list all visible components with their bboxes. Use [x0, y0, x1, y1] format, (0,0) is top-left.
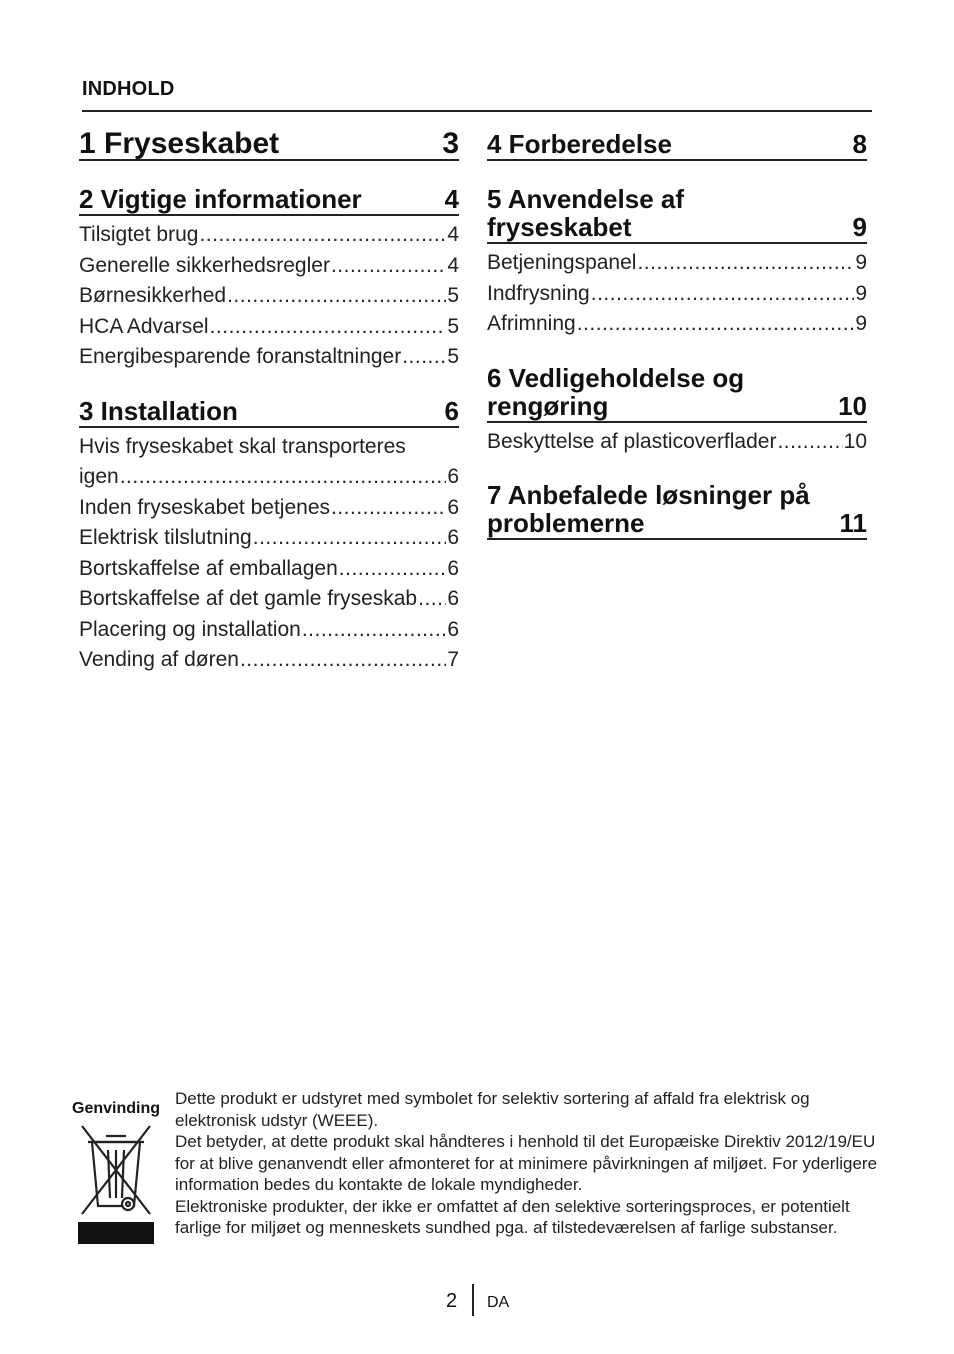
toc-section-page: 3 — [442, 127, 459, 160]
toc-section-heading[interactable] — [487, 481, 867, 540]
toc-entry[interactable] — [79, 554, 459, 585]
toc-entry-list — [487, 427, 867, 458]
toc-left-column — [79, 127, 459, 700]
toc-entry[interactable] — [79, 281, 459, 312]
toc-entry-label: Bortskaffelse af det gamle fryseskab — [79, 587, 418, 610]
toc-entry[interactable] — [79, 493, 459, 524]
toc-section-page: 6 — [444, 395, 459, 426]
toc-entry-list — [487, 248, 867, 340]
toc-entry[interactable] — [79, 312, 459, 343]
toc-section-page: 10 — [838, 390, 867, 421]
toc-section-heading[interactable] — [487, 185, 867, 244]
toc-entry[interactable] — [487, 309, 867, 340]
toc-entry-label: HCA Advarsel — [79, 314, 209, 338]
toc-entry-page: 6 — [447, 495, 459, 519]
toc-entry-page: 10 — [843, 429, 867, 453]
toc-entry-label: Beskyttelse af plasticoverflader — [487, 429, 777, 453]
page-footer — [0, 1284, 954, 1316]
toc-entry-page: 6 — [447, 587, 459, 610]
toc-entry-leader — [302, 615, 447, 646]
toc-section-title: 3 Installation — [79, 395, 238, 426]
toc-entry-label: Betjeningspanel — [487, 251, 637, 274]
toc-entry-page: 9 — [855, 281, 867, 305]
weee-notice-line-2: Det betyder, at dette produkt skal håndteres i henhold til det Europæiske Direktiv 2012/19/EU for at blive genanvendt eller afmonteret for at minimere påvirkningen af miljøet. For yderligere information bedes du kontakte de lokale myndigheder. — [175, 1132, 878, 1194]
toc-entry-leader — [253, 523, 447, 554]
recycling-block — [64, 1100, 168, 1244]
toc-entry-page: 6 — [447, 617, 459, 641]
toc-entry[interactable] — [487, 427, 867, 458]
toc-entry-leader — [577, 309, 855, 340]
page-number: 2 — [446, 1290, 458, 1312]
toc-section-title: 2 Vigtige informationer — [79, 184, 362, 214]
language-code: DA — [487, 1294, 510, 1311]
toc-section-title-line-2: fryseskabet — [487, 212, 632, 242]
toc-section-title-line-1: 6 Vedligeholdelse og — [487, 362, 745, 393]
footer-divider — [472, 1284, 474, 1316]
toc-entry-label: Inden fryseskabet betjenes — [79, 495, 330, 519]
toc-entry-page: 5 — [447, 284, 459, 307]
toc-entry-list — [79, 432, 459, 676]
toc-section — [79, 185, 459, 373]
toc-entry-page: 9 — [855, 312, 867, 335]
toc-entry-label: Elektrisk tilslutning — [79, 526, 252, 549]
toc-section-title-line-1: 5 Anvendelse af — [487, 184, 685, 214]
toc-entry-leader — [637, 248, 854, 279]
toc-entry-label: Placering og installation — [79, 617, 301, 641]
toc-entry-label: Bortskaffelse af emballagen — [79, 556, 338, 580]
toc-section — [487, 364, 867, 458]
toc-entry[interactable] — [79, 251, 459, 282]
toc-section-title-line-2: rengøring — [487, 390, 609, 421]
page-header-title: INDHOLD — [82, 78, 175, 100]
toc-entry-leader — [210, 312, 447, 343]
toc-section — [79, 397, 459, 676]
toc-entry-page: 4 — [447, 223, 459, 246]
toc-section — [79, 127, 459, 161]
toc-section-heading[interactable] — [79, 397, 459, 428]
crossed-out-wheelie-bin-icon — [78, 1122, 154, 1244]
toc-entry-leader — [402, 342, 446, 373]
toc-entry-leader — [777, 427, 842, 458]
weee-notice-line-3: Elektroniske produkter, der ikke er omfattet af den selektive sorteringsproces, er potentielt farlige for miljøet og menneskets sundhed pga. af tilstedeværelsen af farlige substanser. — [175, 1196, 850, 1237]
header-divider — [82, 110, 872, 112]
toc-entry-leader — [199, 220, 446, 251]
toc-entry-label: igen — [79, 465, 119, 488]
toc-section-heading[interactable] — [487, 130, 867, 161]
weee-notice — [175, 1088, 885, 1239]
toc-right-column — [487, 130, 867, 564]
toc-entry-leader — [591, 279, 855, 310]
toc-section-title: 4 Forberedelse — [487, 129, 672, 159]
toc-section-title-line-2: problemerne — [487, 508, 645, 538]
toc-entry-page: 6 — [447, 526, 459, 549]
toc-section-title — [487, 481, 810, 537]
toc-entry[interactable] — [79, 584, 459, 615]
toc-entry[interactable] — [79, 645, 459, 676]
toc-section-page: 11 — [839, 508, 867, 538]
toc-entry-page: 5 — [447, 314, 459, 338]
weee-notice-line-1: Dette produkt er udstyret med symbolet for selektiv sortering af affald fra elektrisk og elektronisk udstyr (WEEE). — [175, 1089, 810, 1130]
toc-entry-page: 4 — [447, 253, 459, 277]
toc-entry-leader — [331, 251, 446, 282]
toc-entry-label: Afrimning — [487, 312, 576, 335]
toc-entry-label: Børnesikkerhed — [79, 284, 227, 307]
toc-entry[interactable] — [79, 462, 459, 493]
toc-entry-leader — [227, 281, 446, 312]
toc-section — [487, 481, 867, 540]
toc-entry-leader — [120, 462, 447, 493]
toc-section-page: 9 — [852, 212, 867, 242]
toc-section-title-line-1: 7 Anbefalede løsninger på — [487, 480, 810, 510]
toc-section-heading[interactable] — [79, 185, 459, 216]
toc-entry[interactable] — [79, 342, 459, 373]
toc-entry-leader — [339, 554, 447, 585]
toc-entry-list — [79, 220, 459, 373]
toc-entry-page: 7 — [447, 648, 459, 671]
toc-entry-leader — [240, 645, 446, 676]
toc-entry-label: Vending af døren — [79, 648, 239, 671]
toc-entry-leader — [418, 584, 446, 615]
toc-entry-label: Tilsigtet brug — [79, 223, 199, 246]
toc-section-page: 4 — [444, 184, 459, 214]
toc-entry[interactable] — [79, 220, 459, 251]
toc-section-heading[interactable] — [487, 364, 867, 423]
toc-entry-label: Generelle sikkerhedsregler — [79, 253, 330, 277]
toc-section-title — [487, 364, 744, 420]
toc-section-title: 1 Fryseskabet — [79, 127, 280, 160]
toc-entry[interactable] — [79, 615, 459, 646]
toc-section — [487, 130, 867, 161]
toc-entry-leader — [331, 493, 446, 524]
toc-section-title — [487, 185, 684, 241]
toc-entry-page: 5 — [447, 345, 459, 368]
toc-section-heading[interactable] — [79, 127, 459, 161]
toc-entry-page: 6 — [447, 465, 459, 488]
toc-entry[interactable] — [487, 248, 867, 279]
toc-entry-label: Energibesparende foranstaltninger — [79, 345, 402, 368]
toc-section-page: 8 — [852, 129, 867, 159]
toc-entry-label: Indfrysning — [487, 281, 590, 305]
toc-section — [487, 185, 867, 340]
toc-entry-first-line[interactable]: Hvis fryseskabet skal transporteres — [79, 434, 406, 458]
toc-entry[interactable] — [79, 523, 459, 554]
toc-entry-page: 9 — [855, 251, 867, 274]
recycling-label: Genvinding — [72, 1100, 160, 1117]
toc-entry[interactable] — [487, 279, 867, 310]
toc-entry-page: 6 — [447, 556, 459, 580]
